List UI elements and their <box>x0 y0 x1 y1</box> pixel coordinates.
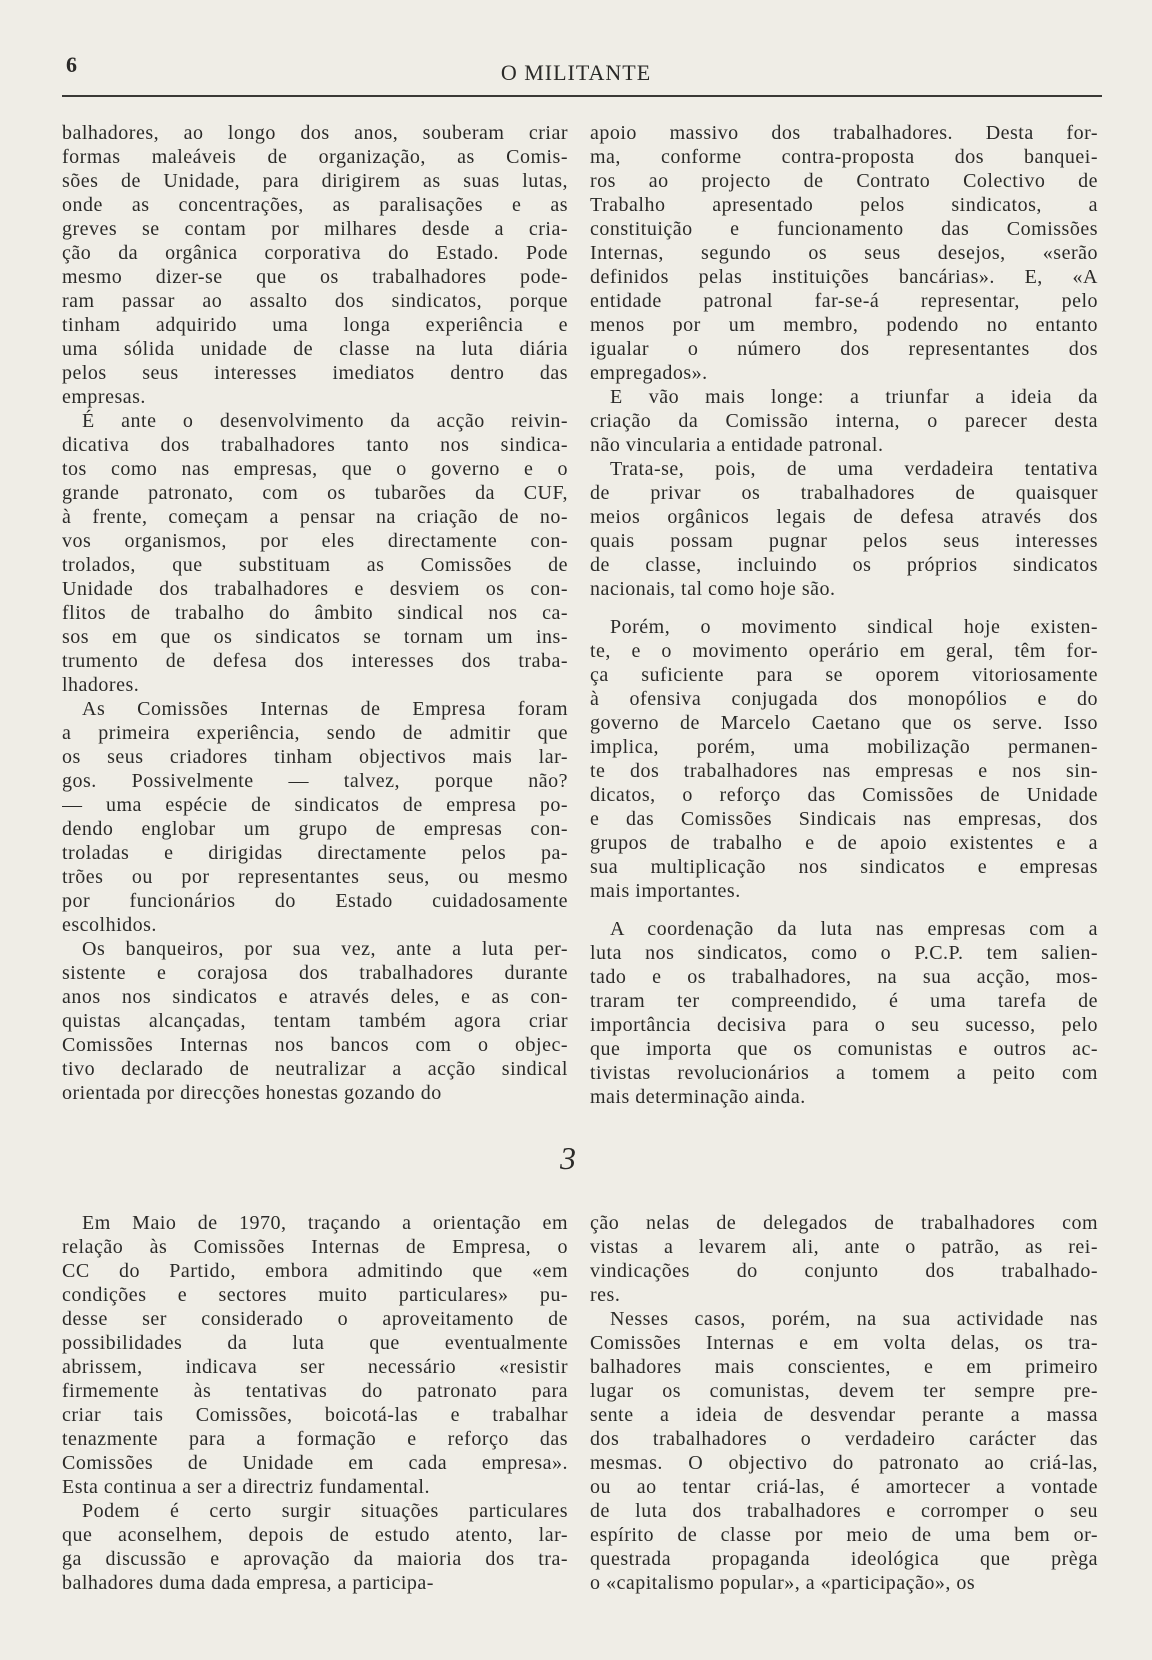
text-line: igualar o número dos representantes dos <box>590 338 1098 360</box>
text-line: que aconselhem, depois de estudo atento, lar- <box>62 1524 568 1546</box>
text-line: Comissões de Unidade em cada empresa». <box>62 1452 568 1474</box>
text-line: à ofensiva conjugada dos monopólios e do <box>590 688 1098 710</box>
paragraph <box>590 917 1098 1109</box>
text-line: luta nos sindicatos, como o P.C.P. tem salien- <box>590 942 1098 964</box>
text-line: Podem é certo surgir situações particulares <box>82 1500 568 1522</box>
text-line: sistente e corajosa dos trabalhadores durante <box>62 962 568 984</box>
text-line: Nesses casos, porém, na sua actividade nas <box>610 1308 1098 1330</box>
text-line: flitos de trabalho do âmbito sindical nos ca- <box>62 602 568 624</box>
text-line: condições e sectores muito particulares» pu- <box>62 1284 568 1306</box>
text-line: que importa que os comunistas e outros ac- <box>590 1038 1098 1060</box>
text-line: relação às Comissões Internas de Empresa, o <box>62 1236 568 1258</box>
text-line: dendo englobar um grupo de empresas con- <box>62 818 568 840</box>
text-line: à frente, começam a pensar na criação de no- <box>62 506 568 528</box>
paragraph <box>590 385 1098 457</box>
text-line: mesmas. O objectivo do patronato ao criá-las, <box>590 1452 1098 1474</box>
text-line: gos. Possivelmente — talvez, porque não? <box>62 770 568 792</box>
text-line: não vincularia a entidade patronal. <box>590 434 884 456</box>
text-line: por funcionários do Estado cuidadosamente <box>62 890 568 912</box>
text-line: empregados». <box>590 362 708 384</box>
text-line: lhadores. <box>62 674 140 696</box>
paragraph <box>590 615 1098 903</box>
text-line: uma sólida unidade de classe na luta diária <box>62 338 568 360</box>
section-number: 3 <box>560 1140 576 1176</box>
text-line: troladas e dirigidas directamente pelos pa- <box>62 842 568 864</box>
text-line: sões de Unidade, para dirigirem as suas lutas, <box>62 170 568 192</box>
text-line: desse ser considerado o aproveitamento de <box>62 1308 568 1330</box>
column-top-left <box>62 121 568 1105</box>
text-line: Trabalho apresentado pelos sindicatos, a <box>590 194 1098 216</box>
text-line: dicatos, o reforço das Comissões de Unidade <box>590 784 1098 806</box>
text-line: sua multiplicação nos sindicatos e empresas <box>590 856 1098 878</box>
header-rule <box>62 95 1102 97</box>
text-line: A coordenação da luta nas empresas com a <box>610 918 1098 940</box>
text-line: o «capitalismo popular», a «participação», os <box>590 1572 976 1594</box>
text-line: implica, porém, uma mobilização permanen- <box>590 736 1098 758</box>
text-line: Esta continua a ser a directriz fundamental. <box>62 1476 430 1498</box>
text-line: balhadores duma dada empresa, a participa- <box>62 1572 434 1594</box>
text-line: de classe, incluindo os próprios sindicatos <box>590 554 1098 576</box>
text-line: quistas alcançadas, tentam também agora criar <box>62 1010 568 1032</box>
text-line: balhadores, ao longo dos anos, souberam criar <box>62 122 568 144</box>
text-line: menos por um membro, podendo no entanto <box>590 314 1098 336</box>
text-line: Comissões Internas e em volta delas, os tra- <box>590 1332 1098 1354</box>
text-line: escolhidos. <box>62 914 157 936</box>
text-line: mais importantes. <box>590 880 741 902</box>
paragraph <box>62 697 568 937</box>
text-line: balhadores mais conscientes, e em primeiro <box>590 1356 1098 1378</box>
text-line: vindicações do conjunto dos trabalhado- <box>590 1260 1098 1282</box>
text-line: tos como nas empresas, que o governo e o <box>62 458 568 480</box>
text-line: apoio massivo dos trabalhadores. Desta for- <box>590 122 1098 144</box>
text-line: trolados, que substituam as Comissões de <box>62 554 568 576</box>
column-top-right <box>590 121 1098 1109</box>
text-line: abrissem, indicava ser necessário «resistir <box>62 1356 568 1378</box>
text-line: empresas. <box>62 386 146 408</box>
text-line: de privar os trabalhadores de quaisquer <box>590 482 1098 504</box>
paragraph <box>62 121 568 409</box>
paragraph <box>62 937 568 1105</box>
text-line: possibilidades da luta que eventualmente <box>62 1332 568 1354</box>
text-line: tivo declarado de neutralizar a acção sindical <box>62 1058 568 1080</box>
text-line: criação da Comissão interna, o parecer desta <box>590 410 1098 432</box>
text-line: tenazmente para a formação e reforço das <box>62 1428 568 1450</box>
text-line: te, e o movimento operário em geral, têm for- <box>590 640 1098 662</box>
text-line: Em Maio de 1970, traçando a orientação em <box>82 1212 568 1234</box>
paragraph <box>62 1211 568 1499</box>
text-line: As Comissões Internas de Empresa foram <box>82 698 568 720</box>
text-line: lugar os comunistas, devem ter sempre pre- <box>590 1380 1098 1402</box>
text-line: a primeira experiência, sendo de admitir que <box>62 722 568 744</box>
text-line: Trata-se, pois, de uma verdadeira tentativa <box>610 458 1098 480</box>
column-bottom-right <box>590 1211 1098 1595</box>
text-line: traram ter compreendido, é uma tarefa de <box>590 990 1098 1012</box>
text-line: res. <box>590 1284 621 1306</box>
text-line: ga discussão e aprovação da maioria dos tra- <box>62 1548 568 1570</box>
running-title: O MILITANTE <box>500 60 652 85</box>
page-number: 6 <box>66 52 77 77</box>
text-line: — uma espécie de sindicatos de empresa po- <box>62 794 568 816</box>
text-line: Unidade dos trabalhadores e desviem os con- <box>62 578 568 600</box>
text-line: trumento de defesa dos interesses dos traba- <box>62 650 568 672</box>
text-line: dicativa dos trabalhadores tanto nos sindica- <box>62 434 568 456</box>
text-line: entidade patronal far-se-á representar, pelo <box>590 290 1098 312</box>
text-line: questrada propaganda ideológica que prèga <box>590 1548 1098 1570</box>
text-line: definidos pelas instituições bancárias». E, «A <box>590 266 1098 288</box>
text-line: mesmo dizer-se que os trabalhadores pode- <box>62 266 568 288</box>
text-line: te dos trabalhadores nas empresas e nos sin- <box>590 760 1098 782</box>
text-line: ou ao tentar criá-las, é amortecer a vontade <box>590 1476 1098 1498</box>
text-line: quais possam pugnar pelos seus interesses <box>590 530 1098 552</box>
text-line: anos nos sindicatos e através deles, e as con- <box>62 986 568 1008</box>
text-line: vistas a levarem ali, ante o patrão, as rei- <box>590 1236 1098 1258</box>
paragraph <box>590 1307 1098 1595</box>
text-line: grande patronato, com os tubarões da CUF, <box>62 482 568 504</box>
text-line: ção da orgânica corporativa do Estado. Pode <box>62 242 568 264</box>
text-line: Os banqueiros, por sua vez, ante a luta per- <box>82 938 568 960</box>
text-line: orientada por direcções honestas gozando do <box>62 1082 442 1104</box>
text-line: espírito de classe por meio de uma bem or- <box>590 1524 1098 1546</box>
text-line: mais determinação ainda. <box>590 1086 806 1108</box>
text-line: Comissões Internas nos bancos com o objec- <box>62 1034 568 1056</box>
text-line: CC do Partido, embora admitindo que «em <box>62 1260 568 1282</box>
text-line: tado e os trabalhadores, na sua acção, mos- <box>590 966 1098 988</box>
text-line: sos em que os sindicatos se tornam um ins- <box>62 626 568 648</box>
text-line: importância decisiva para o seu sucesso, pelo <box>590 1014 1098 1036</box>
text-line: meios orgânicos legais de defesa através dos <box>590 506 1098 528</box>
text-line: nacionais, tal como hoje são. <box>590 578 836 600</box>
text-line: governo de Marcelo Caetano que os serve. Isso <box>590 712 1098 734</box>
paragraph <box>62 409 568 697</box>
text-line: É ante o desenvolvimento da acção reivin- <box>82 410 568 432</box>
column-bottom-left <box>62 1211 568 1595</box>
text-line: pelos seus interesses imediatos dentro das <box>62 362 568 384</box>
text-line: dos trabalhadores o verdadeiro carácter das <box>590 1428 1098 1450</box>
text-line: greves se contam por milhares desde a cria- <box>62 218 568 240</box>
text-line: ram passar ao assalto dos sindicatos, porque <box>62 290 568 312</box>
text-line: ros ao projecto de Contrato Colectivo de <box>590 170 1098 192</box>
text-line: criar tais Comissões, boicotá-las e trabalhar <box>62 1404 568 1426</box>
text-line: ma, conforme contra-proposta dos banquei- <box>590 146 1098 168</box>
text-line: E vão mais longe: a triunfar a ideia da <box>610 386 1098 408</box>
text-line: firmemente às tentativas do patronato para <box>62 1380 568 1402</box>
text-line: vos organismos, por eles directamente con- <box>62 530 568 552</box>
paragraph <box>590 121 1098 385</box>
text-line: e das Comissões Sindicais nas empresas, dos <box>590 808 1098 830</box>
text-line: trões ou por representantes seus, ou mesmo <box>62 866 568 888</box>
text-line: tinham adquirido uma longa experiência e <box>62 314 568 336</box>
text-line: formas maleáveis de organização, as Comis- <box>62 146 568 168</box>
text-line: Internas, segundo os seus desejos, «serão <box>590 242 1098 264</box>
text-line: sente a ideia de desvendar perante a massa <box>590 1404 1098 1426</box>
text-line: onde as concentrações, as paralisações e as <box>62 194 568 216</box>
text-line: tivistas revolucionários a tomem a peito com <box>590 1062 1098 1084</box>
text-line: de luta dos trabalhadores e corromper o seu <box>590 1500 1098 1522</box>
text-line: ça suficiente para se oporem vitoriosamente <box>590 664 1098 686</box>
paragraph <box>590 1211 1098 1307</box>
text-line: constituição e funcionamento das Comissões <box>590 218 1098 240</box>
text-line: grupos de trabalho e de apoio existentes e a <box>590 832 1098 854</box>
paragraph <box>62 1499 568 1595</box>
text-line: Porém, o movimento sindical hoje existen- <box>610 616 1098 638</box>
paragraph <box>590 457 1098 601</box>
text-line: ção nelas de delegados de trabalhadores com <box>590 1212 1098 1234</box>
text-line: os seus criadores tinham objectivos mais lar- <box>62 746 568 768</box>
